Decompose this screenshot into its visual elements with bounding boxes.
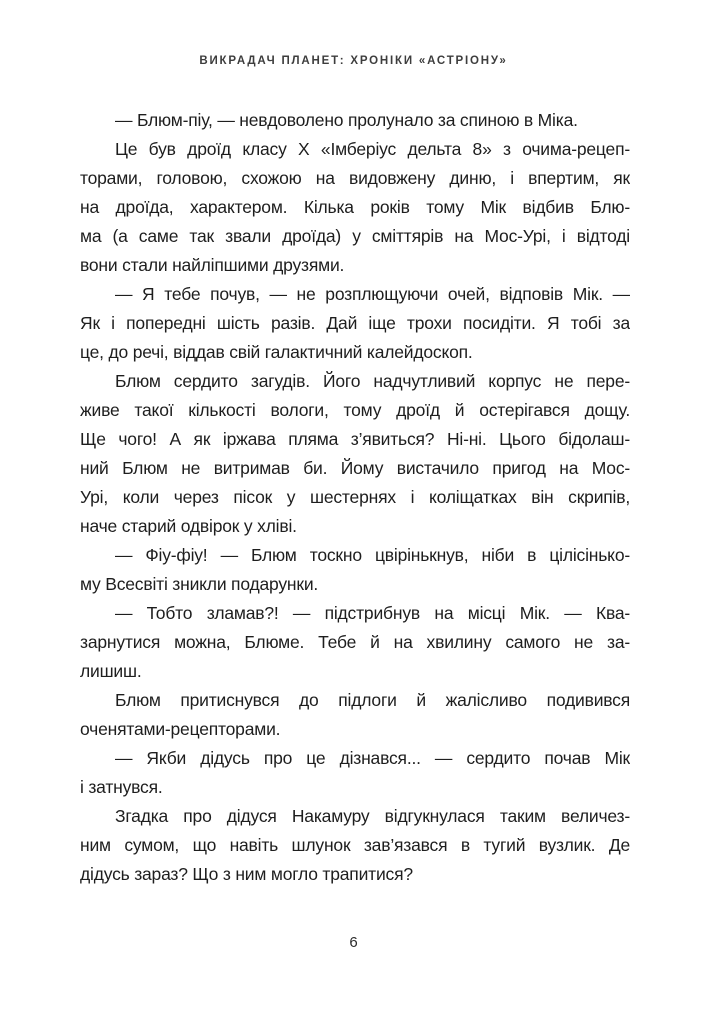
text-block <box>80 106 630 889</box>
text-line: — Тобто зламав?! — підстрибнув на місці Мік. — Ква- <box>115 603 630 623</box>
text-line: вони стали найліпшими друзями. <box>80 255 345 275</box>
text-line: — Фіу-фіу! — Блюм тоскно цвірінькнув, ніби в цілісінько- <box>115 545 630 565</box>
text-line: наче старий одвірок у хліві. <box>80 516 297 536</box>
text-line: Блюм сердито загудів. Його надчутливий корпус не пере- <box>115 371 630 391</box>
text-line: торами, головою, схожою на видовжену диню, і впертим, як <box>80 168 630 188</box>
text-line: Згадка про дідуся Накамуру відгукнулася таким величез- <box>115 806 630 826</box>
text-line: і затнувся. <box>80 777 163 797</box>
text-line: зарнутися можна, Блюме. Тебе й на хвилину самого не за- <box>80 632 630 652</box>
page-number: 6 <box>349 934 358 951</box>
text-line: ним сумом, що навіть шлунок зав’язався в тугий вузлик. Де <box>80 835 630 855</box>
text-line: — Блюм-піу, — невдоволено пролунало за спиною в Міка. <box>115 110 578 130</box>
text-line: ма (а саме так звали дроїда) у сміттярів на Мос-Урі, і відтоді <box>80 226 630 246</box>
text-line: живе такої кількості вологи, тому дроїд й остерігався дощу. <box>80 400 630 420</box>
text-line: — Я тебе почув, — не розплющуючи очей, відповів Мік. — <box>115 284 630 304</box>
text-line: Ще чого! А як іржава пляма з’явиться? Ні-ні. Цього бідолаш- <box>80 429 630 449</box>
text-line: на дроїда, характером. Кілька років тому Мік відбив Блю- <box>80 197 630 217</box>
text-line: це, до речі, віддав свій галактичний калейдоскоп. <box>80 342 473 362</box>
text-line: Урі, коли через пісок у шестернях і коліщатках він скрипів, <box>80 487 630 507</box>
text-line: оченятами-рецепторами. <box>80 719 281 739</box>
text-line: ний Блюм не витримав би. Йому вистачило пригод на Мос- <box>80 458 630 478</box>
text-line: Блюм притиснувся до підлоги й жалісливо подивився <box>115 690 630 710</box>
text-line: лишиш. <box>80 661 142 681</box>
text-line: — Якби дідусь про це дізнався... — сердито почав Мік <box>115 748 630 768</box>
text-line: му Всесвіті зникли подарунки. <box>80 574 319 594</box>
text-line: Як і попередні шість разів. Дай іще трохи посидіти. Я тобі за <box>80 313 630 333</box>
text-line: Це був дроїд класу Х «Імберіус дельта 8» з очима-рецеп- <box>115 139 630 159</box>
running-header: ВИКРАДАЧ ПЛАНЕТ: ХРОНІКИ «АСТРІОНУ» <box>199 55 508 67</box>
text-line: дідусь зараз? Що з ним могло трапитися? <box>80 864 413 884</box>
